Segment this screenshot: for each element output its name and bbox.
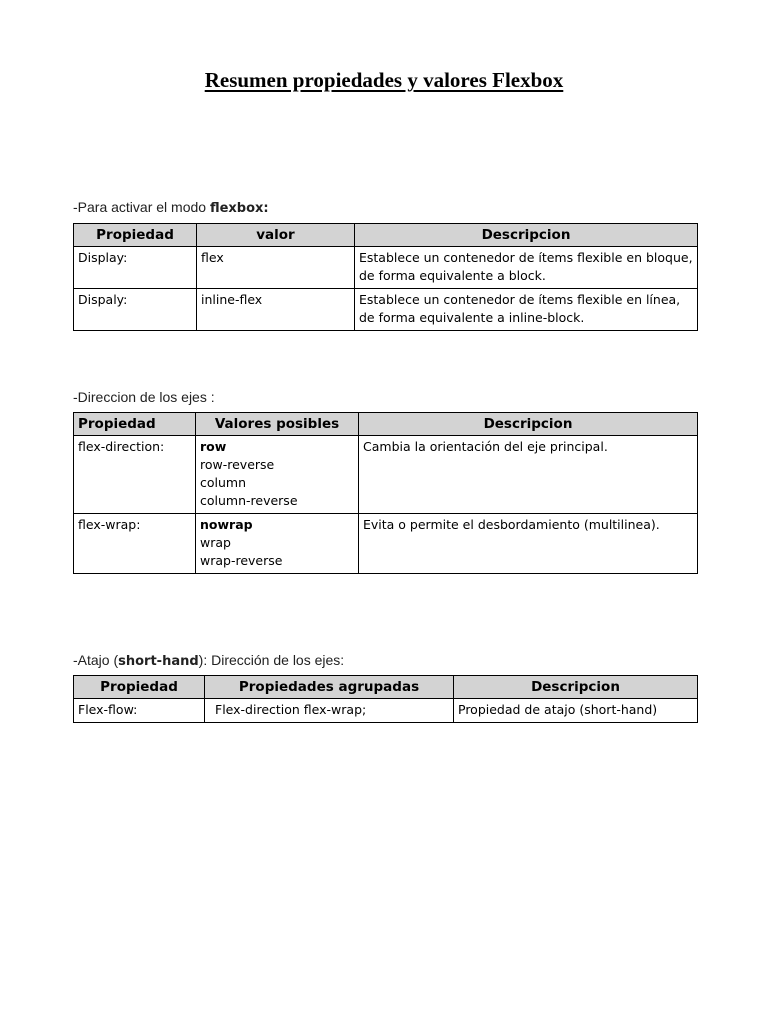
- valor-default: row: [200, 439, 227, 454]
- header-valores-posibles: Valores posibles: [196, 413, 359, 436]
- section-label-bold: short-hand: [118, 654, 199, 669]
- section-label-bold: flexbox:: [209, 201, 269, 216]
- cell-propiedad: flex-direction:: [74, 436, 196, 514]
- cell-valor: flex: [197, 247, 355, 289]
- table-row: [74, 436, 698, 514]
- cell-valores: [196, 514, 359, 574]
- cell-propiedad: Display:: [74, 247, 197, 289]
- valor-option: column-reverse: [200, 493, 298, 508]
- cell-propiedad: flex-wrap:: [74, 514, 196, 574]
- header-propiedad: Propiedad: [74, 413, 196, 436]
- section-label-atajo: [73, 652, 344, 669]
- table-row: [74, 514, 698, 574]
- descripcion-line: de forma equivalente a inline-block.: [359, 310, 585, 325]
- table-row: [74, 247, 698, 289]
- section-label-text: -Atajo (: [73, 652, 119, 668]
- cell-propiedad: Flex-flow:: [74, 699, 205, 723]
- header-valor: valor: [197, 224, 355, 247]
- table-header-row: [74, 413, 698, 436]
- header-descripcion: Descripcion: [454, 676, 698, 699]
- section-label-text: -Para activar el modo: [73, 199, 210, 215]
- cell-agrupadas: Flex-direction flex-wrap;: [205, 699, 454, 723]
- cell-descripcion: Evita o permite el desbordamiento (multilinea).: [359, 514, 698, 574]
- descripcion-line: Establece un contenedor de ítems flexible en bloque,: [359, 250, 693, 265]
- valor-option: wrap: [200, 535, 231, 550]
- valor-option: wrap-reverse: [200, 553, 283, 568]
- cell-valores: [196, 436, 359, 514]
- section-label-ejes: -Direccion de los ejes :: [73, 389, 215, 405]
- descripcion-line: Establece un contenedor de ítems flexible en línea,: [359, 292, 681, 307]
- section-label-flexbox: [73, 199, 269, 216]
- table-activar-flexbox: [73, 223, 698, 331]
- cell-descripcion: Cambia la orientación del eje principal.: [359, 436, 698, 514]
- valor-option: row-reverse: [200, 457, 275, 472]
- valor-default: nowrap: [200, 517, 253, 532]
- document-title: Resumen propiedades y valores Flexbox: [204, 68, 564, 92]
- table-header-row: [74, 676, 698, 699]
- table-row: [74, 699, 698, 723]
- cell-descripcion: Propiedad de atajo (short-hand): [454, 699, 698, 723]
- table-row: [74, 289, 698, 331]
- section-label-text: ): Dirección de los ejes:: [198, 652, 345, 668]
- header-propiedades-agrupadas: Propiedades agrupadas: [205, 676, 454, 699]
- valor-option: column: [200, 475, 247, 490]
- header-descripcion: Descripcion: [355, 224, 698, 247]
- header-propiedad: Propiedad: [74, 224, 197, 247]
- cell-descripcion: [355, 289, 698, 331]
- header-propiedad: Propiedad: [74, 676, 205, 699]
- table-direccion-ejes: [73, 412, 698, 574]
- cell-propiedad: Dispaly:: [74, 289, 197, 331]
- cell-valor: inline-flex: [197, 289, 355, 331]
- header-descripcion: Descripcion: [359, 413, 698, 436]
- cell-descripcion: [355, 247, 698, 289]
- table-atajo: [73, 675, 698, 723]
- table-header-row: [74, 224, 698, 247]
- descripcion-line: de forma equivalente a block.: [359, 268, 546, 283]
